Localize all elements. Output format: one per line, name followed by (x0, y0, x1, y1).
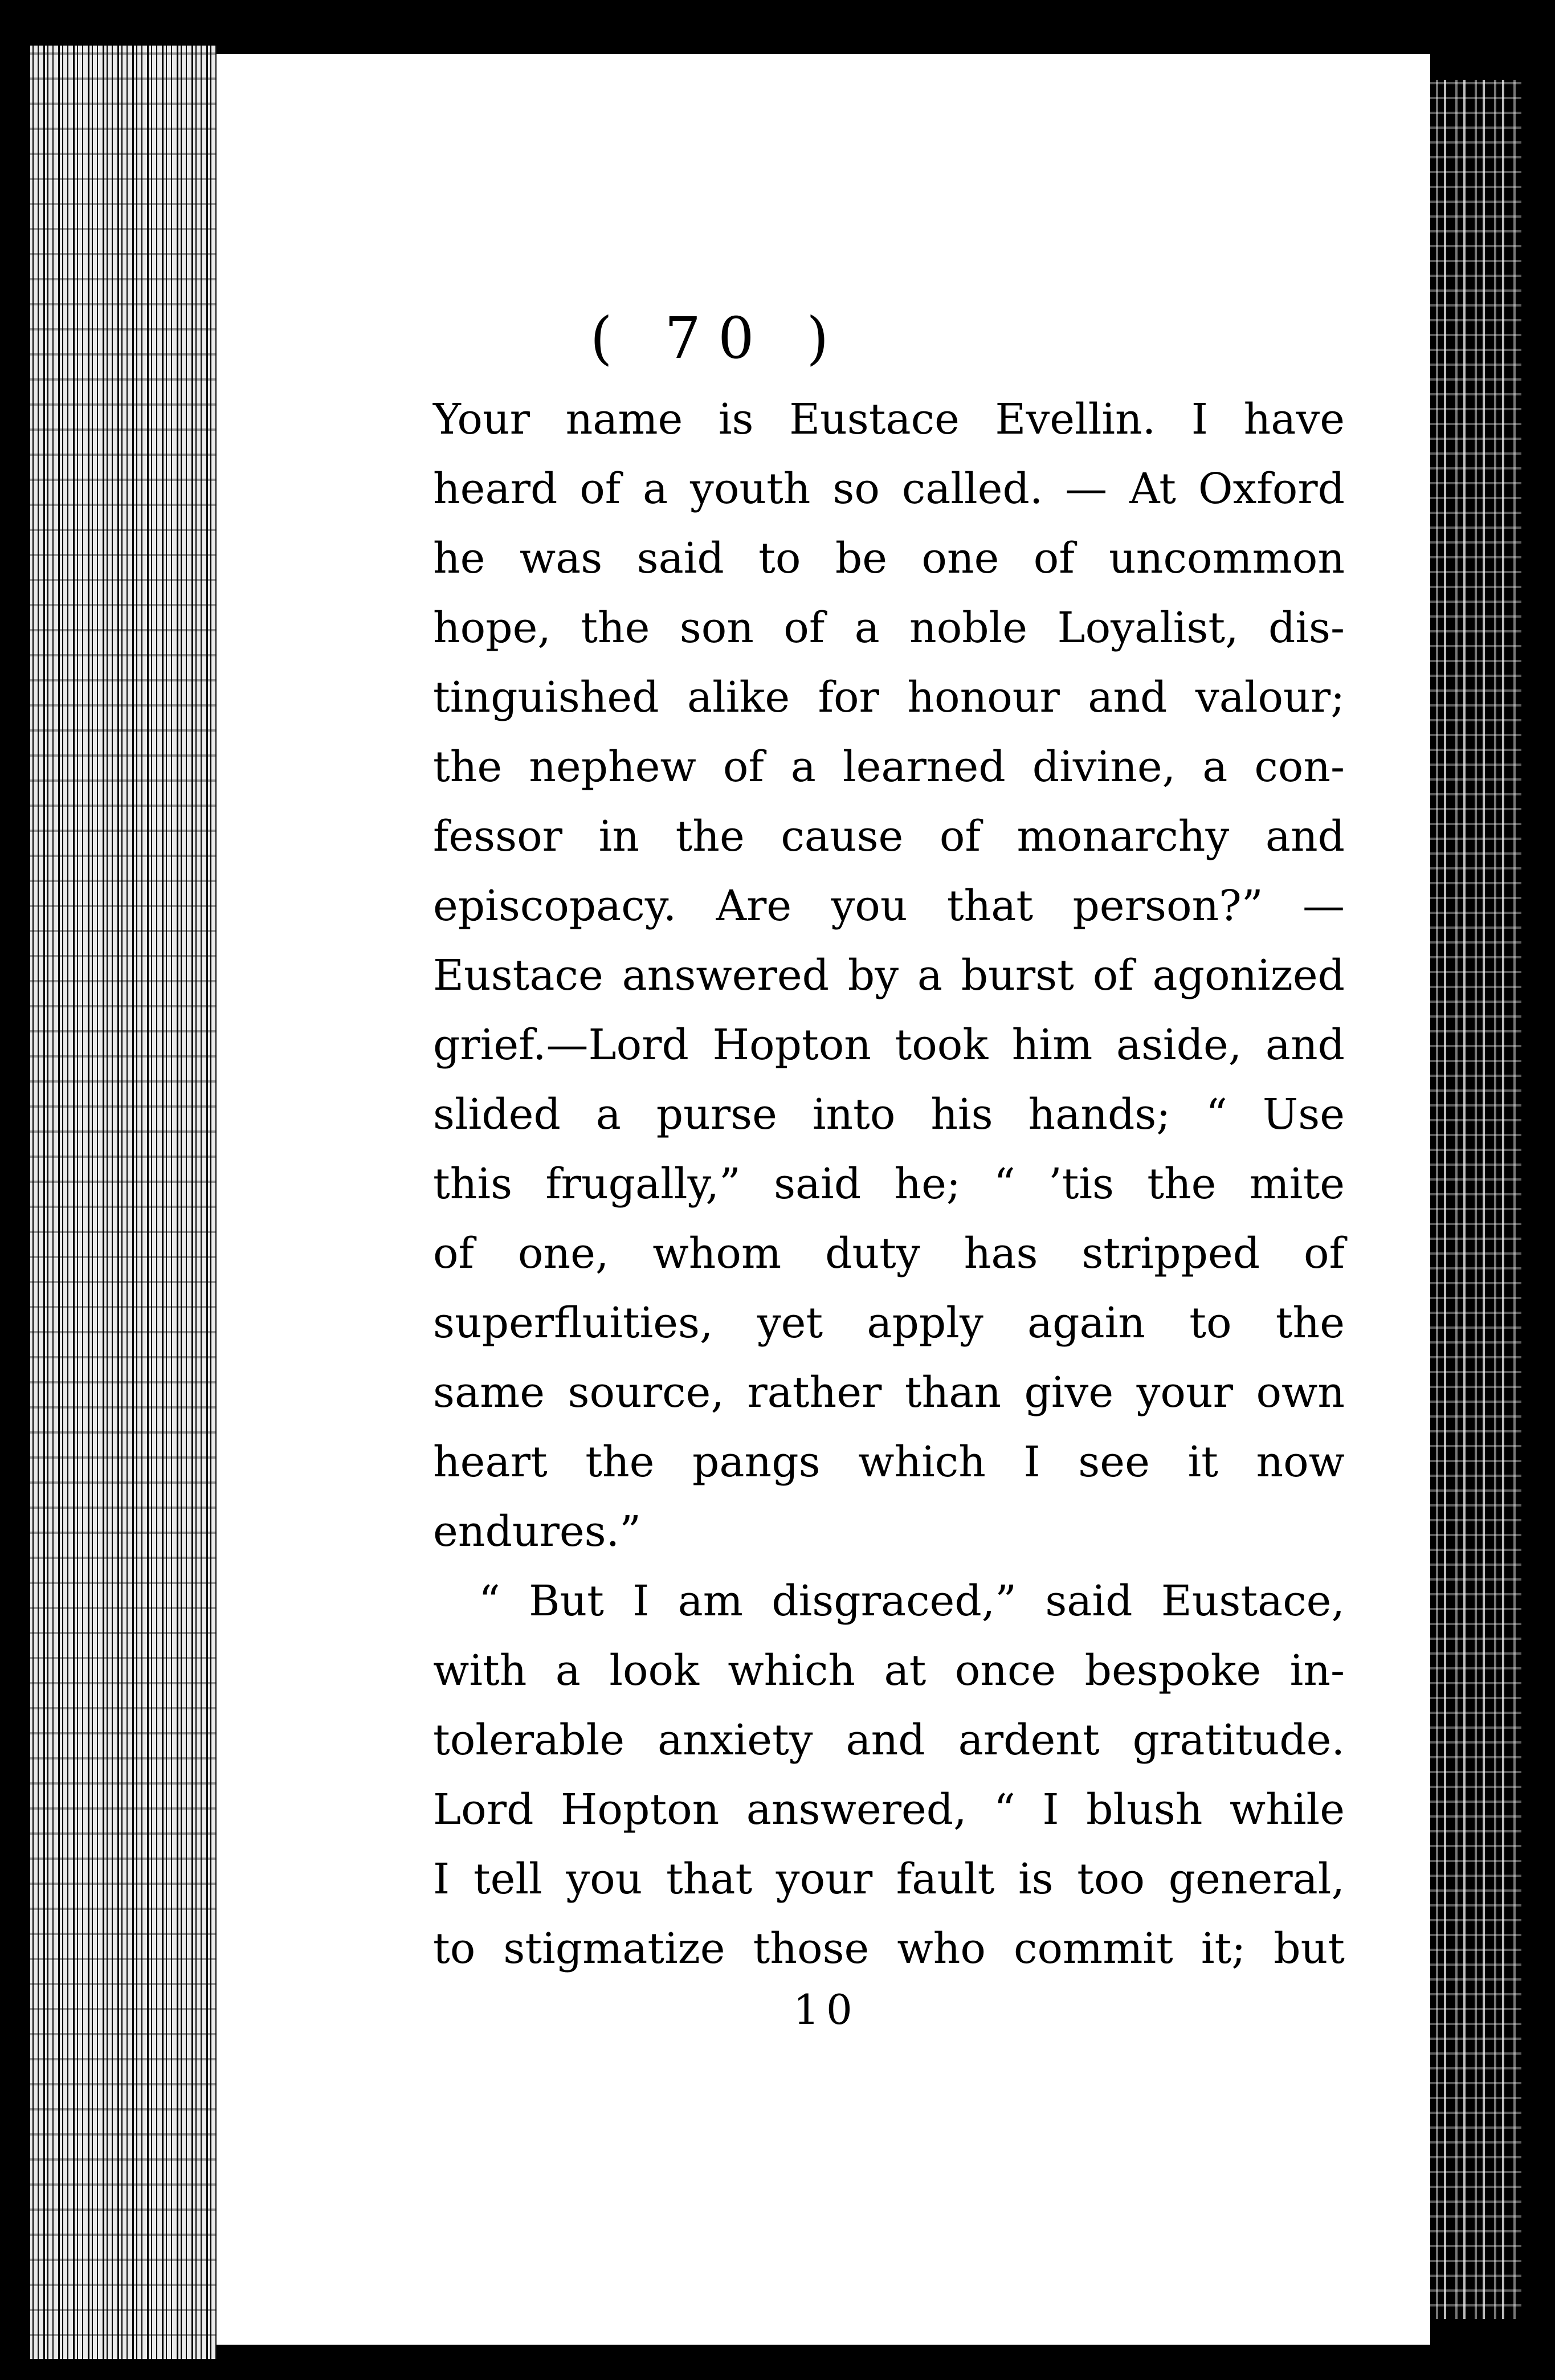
text-line: Your name is Eustace Evellin. I have (433, 395, 1345, 444)
signature-mark: 10 (793, 1986, 859, 2034)
text-line: this frugally,” said he; “ ’tis the mite (433, 1160, 1345, 1209)
text-line: I tell you that your fault is too general, (433, 1855, 1345, 1904)
text-line: same source, rather than give your own (433, 1368, 1345, 1417)
text-line: hope, the son of a noble Loyalist, dis- (433, 603, 1345, 652)
text-line: tolerable anxiety and ardent gratitude. (433, 1716, 1345, 1765)
text-line: of one, whom duty has stripped of (433, 1229, 1345, 1278)
text-line: episcopacy. Are you that person?” — (433, 881, 1345, 930)
text-line: the nephew of a learned divine, a con- (433, 742, 1345, 791)
text-line: Eustace answered by a burst of agonized (433, 951, 1345, 1000)
text-line: Lord Hopton answered, “ I blush while (433, 1785, 1345, 1834)
book-page (217, 54, 1430, 2345)
text-line: tinguished alike for honour and valour; (433, 673, 1345, 722)
text-line: superfluities, yet apply again to the (433, 1299, 1345, 1348)
right-page-edges (1419, 80, 1521, 2319)
text-line: grief.—Lord Hopton took him aside, and (433, 1020, 1345, 1069)
text-line: with a look which at once bespoke in- (433, 1646, 1345, 1695)
text-line: fessor in the cause of monarchy and (433, 812, 1345, 861)
text-line: slided a purse into his hands; “ Use (433, 1090, 1345, 1139)
body-text (433, 385, 1345, 1983)
text-line: heard of a youth so called. — At Oxford (433, 464, 1345, 513)
text-line: heart the pangs which I see it now (433, 1438, 1345, 1487)
text-line: he was said to be one of uncommon (433, 534, 1345, 583)
text-line: to stigmatize those who commit it; but (433, 1924, 1345, 1973)
text-line: “ But I am disgraced,” said Eustace, (479, 1577, 1345, 1626)
text-line: endures.” (433, 1507, 641, 1556)
page-number: ( 70 ) (590, 305, 846, 372)
left-page-edges (28, 46, 217, 2359)
